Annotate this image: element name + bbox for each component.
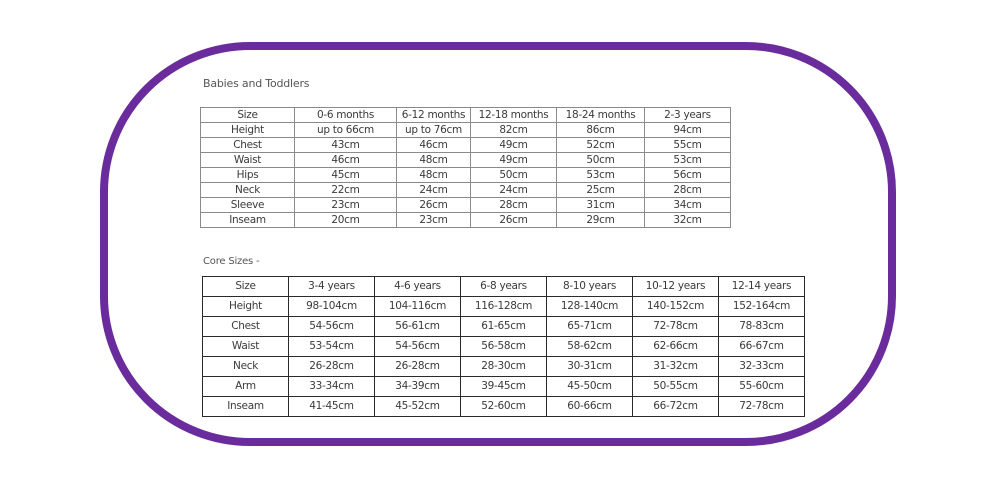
- value-cell: 30-31cm: [547, 357, 633, 377]
- table-row: [203, 337, 805, 357]
- value-cell: 28cm: [471, 198, 557, 213]
- value-cell: 45-50cm: [547, 377, 633, 397]
- header-cell: 18-24 months: [557, 108, 645, 123]
- value-cell: 41-45cm: [289, 397, 375, 417]
- value-cell: 66-72cm: [633, 397, 719, 417]
- value-cell: 49cm: [471, 138, 557, 153]
- table-header-row: [203, 277, 805, 297]
- value-cell: 56cm: [645, 168, 731, 183]
- value-cell: 128-140cm: [547, 297, 633, 317]
- value-cell: 116-128cm: [461, 297, 547, 317]
- value-cell: 55-60cm: [719, 377, 805, 397]
- row-label-cell: Height: [203, 297, 289, 317]
- value-cell: up to 76cm: [397, 123, 471, 138]
- value-cell: 23cm: [295, 198, 397, 213]
- value-cell: 43cm: [295, 138, 397, 153]
- table-row: [201, 183, 731, 198]
- row-label-cell: Neck: [201, 183, 295, 198]
- header-cell: 12-14 years: [719, 277, 805, 297]
- value-cell: 140-152cm: [633, 297, 719, 317]
- value-cell: 22cm: [295, 183, 397, 198]
- value-cell: 54-56cm: [289, 317, 375, 337]
- table-row: [201, 213, 731, 228]
- value-cell: up to 66cm: [295, 123, 397, 138]
- value-cell: 104-116cm: [375, 297, 461, 317]
- value-cell: 72-78cm: [633, 317, 719, 337]
- value-cell: 56-61cm: [375, 317, 461, 337]
- value-cell: 45-52cm: [375, 397, 461, 417]
- value-cell: 53-54cm: [289, 337, 375, 357]
- babies-size-table: [200, 107, 731, 228]
- value-cell: 82cm: [471, 123, 557, 138]
- value-cell: 24cm: [471, 183, 557, 198]
- row-label-cell: Hips: [201, 168, 295, 183]
- row-label-cell: Arm: [203, 377, 289, 397]
- value-cell: 53cm: [557, 168, 645, 183]
- value-cell: 49cm: [471, 153, 557, 168]
- value-cell: 50cm: [557, 153, 645, 168]
- value-cell: 56-58cm: [461, 337, 547, 357]
- header-cell: 3-4 years: [289, 277, 375, 297]
- header-cell: 6-12 months: [397, 108, 471, 123]
- table-row: [201, 123, 731, 138]
- header-cell: 12-18 months: [471, 108, 557, 123]
- value-cell: 26cm: [471, 213, 557, 228]
- value-cell: 31cm: [557, 198, 645, 213]
- value-cell: 98-104cm: [289, 297, 375, 317]
- value-cell: 152-164cm: [719, 297, 805, 317]
- header-cell: 0-6 months: [295, 108, 397, 123]
- value-cell: 26-28cm: [375, 357, 461, 377]
- value-cell: 24cm: [397, 183, 471, 198]
- value-cell: 46cm: [295, 153, 397, 168]
- table-row: [201, 168, 731, 183]
- value-cell: 25cm: [557, 183, 645, 198]
- table-row: [203, 297, 805, 317]
- value-cell: 94cm: [645, 123, 731, 138]
- value-cell: 54-56cm: [375, 337, 461, 357]
- value-cell: 55cm: [645, 138, 731, 153]
- row-label-cell: Waist: [203, 337, 289, 357]
- row-label-cell: Height: [201, 123, 295, 138]
- value-cell: 61-65cm: [461, 317, 547, 337]
- value-cell: 32cm: [645, 213, 731, 228]
- table-row: [201, 153, 731, 168]
- value-cell: 28-30cm: [461, 357, 547, 377]
- value-cell: 62-66cm: [633, 337, 719, 357]
- table-row: [203, 397, 805, 417]
- value-cell: 23cm: [397, 213, 471, 228]
- value-cell: 60-66cm: [547, 397, 633, 417]
- value-cell: 45cm: [295, 168, 397, 183]
- table-row: [203, 377, 805, 397]
- value-cell: 39-45cm: [461, 377, 547, 397]
- value-cell: 20cm: [295, 213, 397, 228]
- header-cell: 10-12 years: [633, 277, 719, 297]
- value-cell: 72-78cm: [719, 397, 805, 417]
- row-label-cell: Inseam: [203, 397, 289, 417]
- core-sizes-heading: Core Sizes -: [203, 256, 260, 267]
- value-cell: 53cm: [645, 153, 731, 168]
- header-cell: Size: [201, 108, 295, 123]
- value-cell: 52-60cm: [461, 397, 547, 417]
- value-cell: 65-71cm: [547, 317, 633, 337]
- value-cell: 48cm: [397, 153, 471, 168]
- value-cell: 26cm: [397, 198, 471, 213]
- row-label-cell: Chest: [201, 138, 295, 153]
- value-cell: 34-39cm: [375, 377, 461, 397]
- row-label-cell: Neck: [203, 357, 289, 377]
- value-cell: 33-34cm: [289, 377, 375, 397]
- value-cell: 29cm: [557, 213, 645, 228]
- babies-toddlers-heading: Babies and Toddlers: [203, 77, 310, 90]
- value-cell: 26-28cm: [289, 357, 375, 377]
- value-cell: 46cm: [397, 138, 471, 153]
- header-cell: 2-3 years: [645, 108, 731, 123]
- table-row: [203, 357, 805, 377]
- header-cell: Size: [203, 277, 289, 297]
- value-cell: 66-67cm: [719, 337, 805, 357]
- core-size-table: [202, 276, 805, 417]
- value-cell: 34cm: [645, 198, 731, 213]
- value-cell: 28cm: [645, 183, 731, 198]
- value-cell: 48cm: [397, 168, 471, 183]
- value-cell: 50cm: [471, 168, 557, 183]
- value-cell: 52cm: [557, 138, 645, 153]
- header-cell: 6-8 years: [461, 277, 547, 297]
- table-row: [203, 317, 805, 337]
- value-cell: 50-55cm: [633, 377, 719, 397]
- value-cell: 86cm: [557, 123, 645, 138]
- value-cell: 58-62cm: [547, 337, 633, 357]
- value-cell: 32-33cm: [719, 357, 805, 377]
- table-row: [201, 138, 731, 153]
- row-label-cell: Waist: [201, 153, 295, 168]
- row-label-cell: Sleeve: [201, 198, 295, 213]
- header-cell: 4-6 years: [375, 277, 461, 297]
- table-row: [201, 198, 731, 213]
- header-cell: 8-10 years: [547, 277, 633, 297]
- table-header-row: [201, 108, 731, 123]
- value-cell: 78-83cm: [719, 317, 805, 337]
- value-cell: 31-32cm: [633, 357, 719, 377]
- row-label-cell: Inseam: [201, 213, 295, 228]
- row-label-cell: Chest: [203, 317, 289, 337]
